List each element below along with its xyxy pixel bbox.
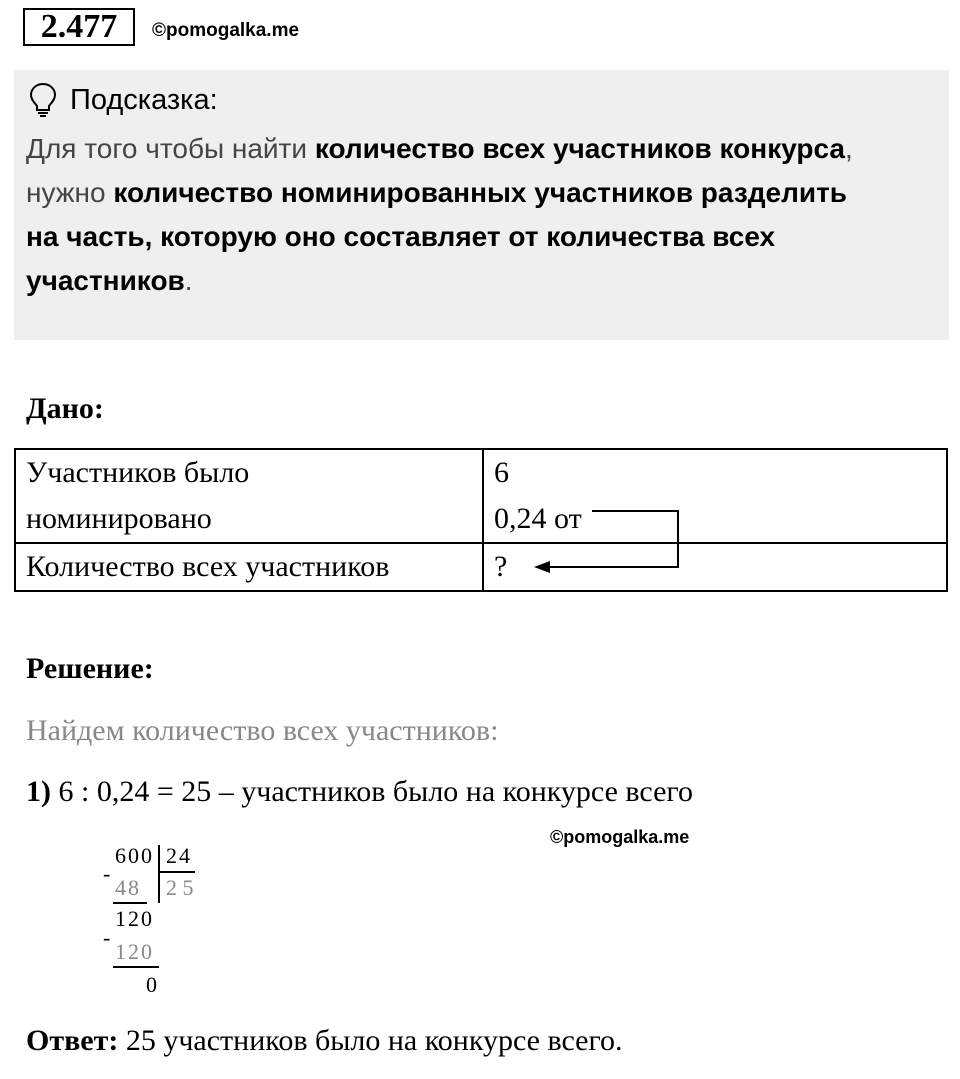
division-dividend: 600 — [115, 843, 154, 868]
hint-text-bold: участников — [26, 265, 185, 296]
problem-number: 2.477 — [23, 8, 135, 46]
hint-text-bold: количество номинированных участников разделить — [113, 177, 848, 208]
watermark-middle: ©pomogalka.me — [550, 827, 690, 847]
watermark-top: ©pomogalka.me — [152, 20, 300, 41]
given-label-line: Участников было — [26, 456, 250, 489]
hint-title: Подсказка: — [70, 84, 218, 116]
answer-label: Ответ: — [26, 1024, 119, 1057]
hint-text-part: нужно — [26, 177, 114, 208]
hint-text — [26, 127, 936, 303]
given-cell-label: Количество всех участников — [15, 543, 483, 591]
answer-text: 25 участников было на конкурсе всего. — [118, 1024, 623, 1057]
division-sub2: 120 — [115, 939, 154, 964]
division-line — [113, 902, 147, 904]
division-rem2: 0 — [146, 972, 157, 997]
lightbulb-icon — [28, 82, 58, 118]
hint-text-bold: на часть, которую оно составляет от количества всех — [26, 221, 776, 252]
division-divisor: 24 — [166, 843, 192, 868]
given-value-line: 0,24 от — [494, 502, 582, 535]
solution-heading: Решение: — [26, 652, 154, 685]
given-cell-label — [15, 449, 483, 543]
division-quotient: 2 5 — [166, 875, 194, 900]
division-minus: - — [103, 861, 111, 886]
division-vertical-line — [158, 845, 160, 903]
given-value-line: 6 — [494, 456, 509, 489]
step-text: 6 : 0,24 = 25 – участников было на конкурсе всего — [51, 775, 693, 808]
division-rem1: 120 — [115, 906, 154, 931]
answer — [26, 1024, 623, 1058]
solution-step — [26, 775, 693, 809]
division-minus: - — [103, 925, 111, 950]
relation-arrow — [530, 505, 690, 575]
hint-text-part: , — [845, 133, 853, 164]
given-label-line: номинировано — [26, 502, 212, 535]
given-heading: Дано: — [26, 392, 104, 425]
given-cell-value: ? — [483, 543, 947, 591]
division-line — [113, 966, 159, 968]
step-number: 1) — [26, 775, 51, 808]
hint-text-bold: количество всех участников конкурса — [314, 133, 845, 164]
given-table — [14, 448, 948, 592]
division-quotient-line — [160, 871, 195, 873]
hint-text-part: Для того чтобы найти — [26, 133, 315, 164]
hint-text-part: . — [184, 265, 193, 296]
solution-intro: Найдем количество всех участников: — [26, 714, 499, 747]
division-sub1: 48 — [115, 875, 141, 900]
